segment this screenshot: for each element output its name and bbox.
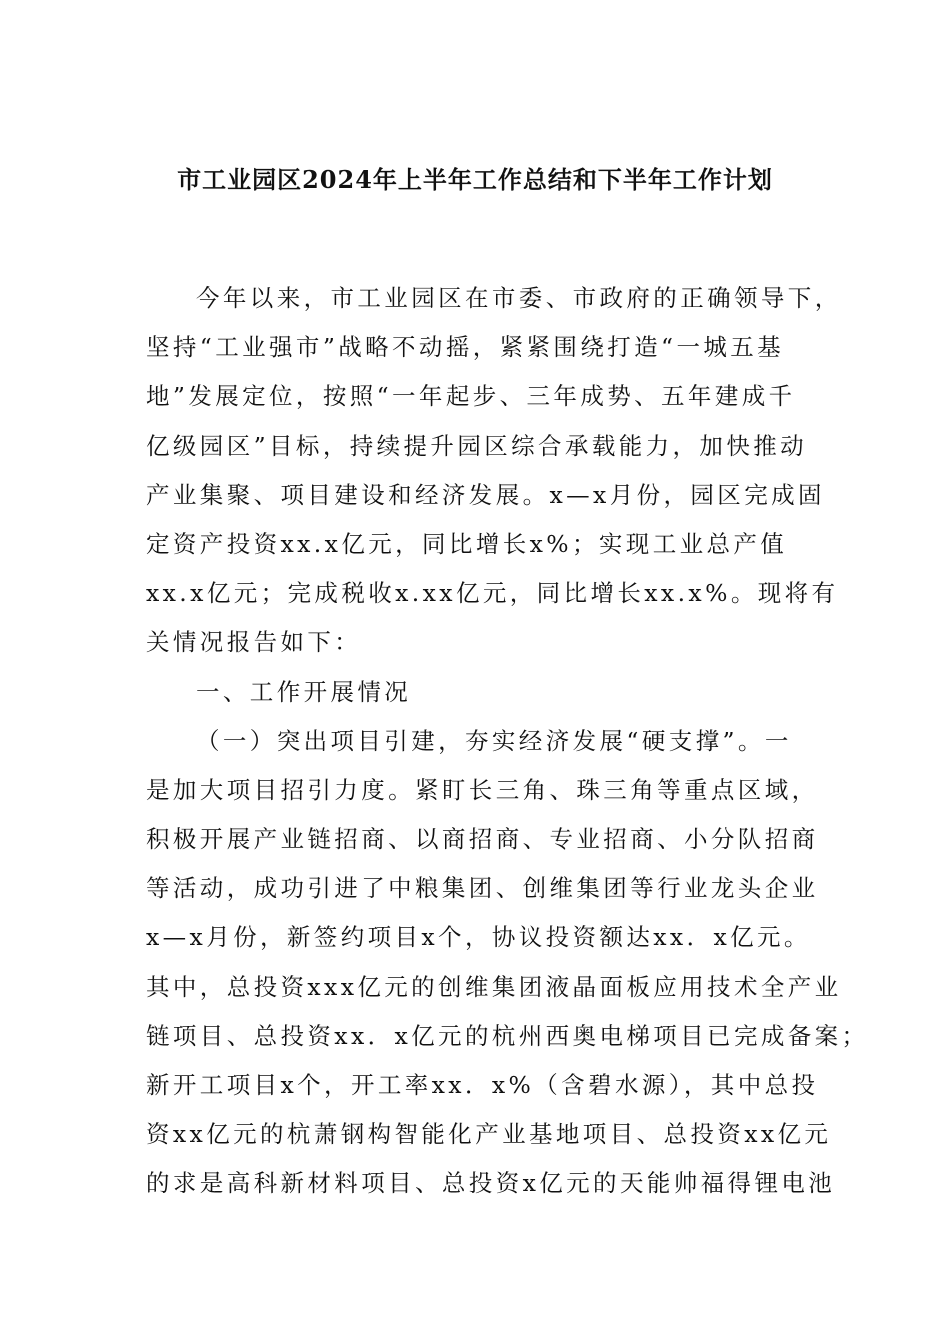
- body-line: 新开工项目x个，开工率xx．x%（含碧水源），其中总投: [146, 1071, 819, 1099]
- body-line: xx.x亿元；完成税收x.xx亿元，同比增长xx.x%。现将有: [146, 579, 839, 608]
- body-line: 坚持“工业强市”战略不动摇，紧紧围绕打造“一城五基: [146, 333, 785, 362]
- body-line: 今年以来，市工业园区在市委、市政府的正确领导下，: [196, 284, 842, 312]
- document-body: [146, 280, 869, 1215]
- body-line: 是加大项目招引力度。紧盯长三角、珠三角等重点区域，: [146, 775, 819, 804]
- body-line: x—x月份，新签约项目x个，协议投资额达xx．x亿元。: [146, 923, 811, 952]
- body-line: 等活动，成功引进了中粮集团、创维集团等行业龙头企业: [146, 874, 819, 903]
- body-line: 其中，总投资xxx亿元的创维集团液晶面板应用技术全产业: [146, 972, 842, 1001]
- subsection-heading-line: （一）突出项目引建，夯实经济发展“硬支撑”。一: [196, 726, 792, 755]
- body-line: 亿级园区”目标，持续提升园区综合承载能力，加快推动: [146, 431, 808, 460]
- body-line: 的求是高科新材料项目、总投资x亿元的天能帅福得锂电池: [146, 1169, 836, 1198]
- body-line: 资xx亿元的杭萧钢构智能化产业基地项目、总投资xx亿元: [146, 1120, 832, 1149]
- body-line: 产业集聚、项目建设和经济发展。x—x月份，园区完成固: [146, 480, 825, 509]
- document-title: 市工业园区2024年上半年工作总结和下半年工作计划: [177, 165, 773, 194]
- body-line: 定资产投资xx.x亿元，同比增长x%；实现工业总产值: [146, 529, 788, 558]
- section-heading: 一、工作开展情况: [196, 677, 412, 706]
- body-line: 地”发展定位，按照“一年起步、三年成势、五年建成千: [146, 382, 796, 411]
- body-line: 积极开展产业链招商、以商招商、专业招商、小分队招商: [146, 825, 819, 854]
- body-line: 关情况报告如下：: [146, 628, 362, 657]
- body-line: 链项目、总投资xx．x亿元的杭州西奥电梯项目已完成备案；: [146, 1021, 869, 1050]
